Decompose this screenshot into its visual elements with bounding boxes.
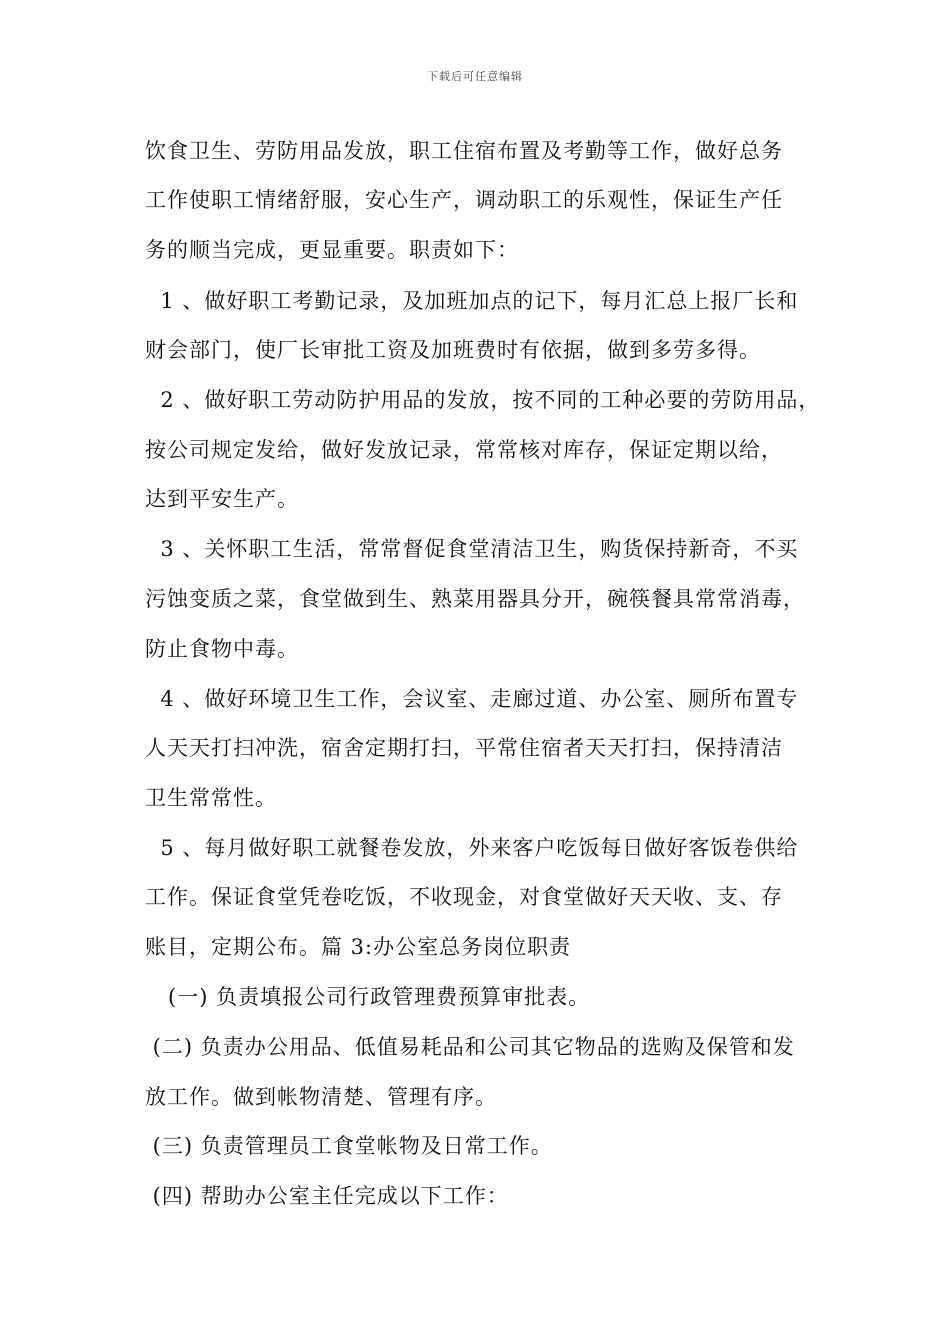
- paragraph-line: 务的顺当完成，更显重要。职责如下：: [145, 238, 519, 262]
- paragraph-line: 防止食物中毒。: [145, 637, 299, 661]
- paragraph-line: 污蚀变质之菜，食堂做到生、熟菜用器具分开，碗筷餐具常常消毒，: [145, 587, 805, 611]
- paragraph-line: 饮食卫生、劳防用品发放，职工住宿布置及考勤等工作，做好总务: [145, 139, 783, 163]
- paragraph-line: 按公司规定发给，做好发放记录，常常核对库存，保证定期以给，: [145, 438, 783, 462]
- paragraph-line: 2 、做好职工劳动防护用品的发放，按不同的工种必要的劳防用品，: [145, 388, 821, 412]
- paragraph-line: 3 、关怀职工生活，常常督促食堂清洁卫生，购货保持新奇，不买: [145, 537, 799, 561]
- page-header: 下载后可任意编辑: [427, 70, 523, 83]
- paragraph-line: 放工作。做到帐物清楚、管理有序。: [145, 1085, 497, 1109]
- paragraph-line: 财会部门，使厂长审批工资及加班费时有依据，做到多劳多得。: [145, 338, 761, 362]
- paragraph-line: 工作使职工情绪舒服，安心生产，调动职工的乐观性，保证生产任: [145, 188, 783, 212]
- paragraph-line: 达到平安生产。: [145, 487, 299, 511]
- paragraph-line: (二) 负责办公用品、低值易耗品和公司其它物品的选购及保管和发: [145, 1035, 795, 1059]
- paragraph-line: 1 、做好职工考勤记录，及加班加点的记下，每月汇总上报厂长和: [145, 289, 799, 313]
- paragraph-line: 卫生常常性。: [145, 786, 277, 810]
- paragraph-line: (四) 帮助办公室主任完成以下工作：: [145, 1184, 509, 1208]
- paragraph-line: 工作。保证食堂凭卷吃饭，不收现金，对食堂做好天天收、支、存: [145, 885, 783, 909]
- paragraph-line: 5 、每月做好职工就餐卷发放，外来客户吃饭每日做好客饭卷供给: [145, 836, 799, 860]
- paragraph-line: (三) 负责管理员工食堂帐物及日常工作。: [145, 1134, 553, 1158]
- paragraph-line: 4 、做好环境卫生工作，会议室、走廊过道、办公室、厕所布置专: [145, 687, 799, 711]
- paragraph-line: 人天天打扫冲洗，宿舍定期打扫，平常住宿者天天打扫，保持清洁: [145, 736, 783, 760]
- paragraph-line: (一) 负责填报公司行政管理费预算审批表。: [145, 985, 591, 1009]
- paragraph-line: 账目，定期公布。篇 3:办公室总务岗位职责: [145, 935, 572, 959]
